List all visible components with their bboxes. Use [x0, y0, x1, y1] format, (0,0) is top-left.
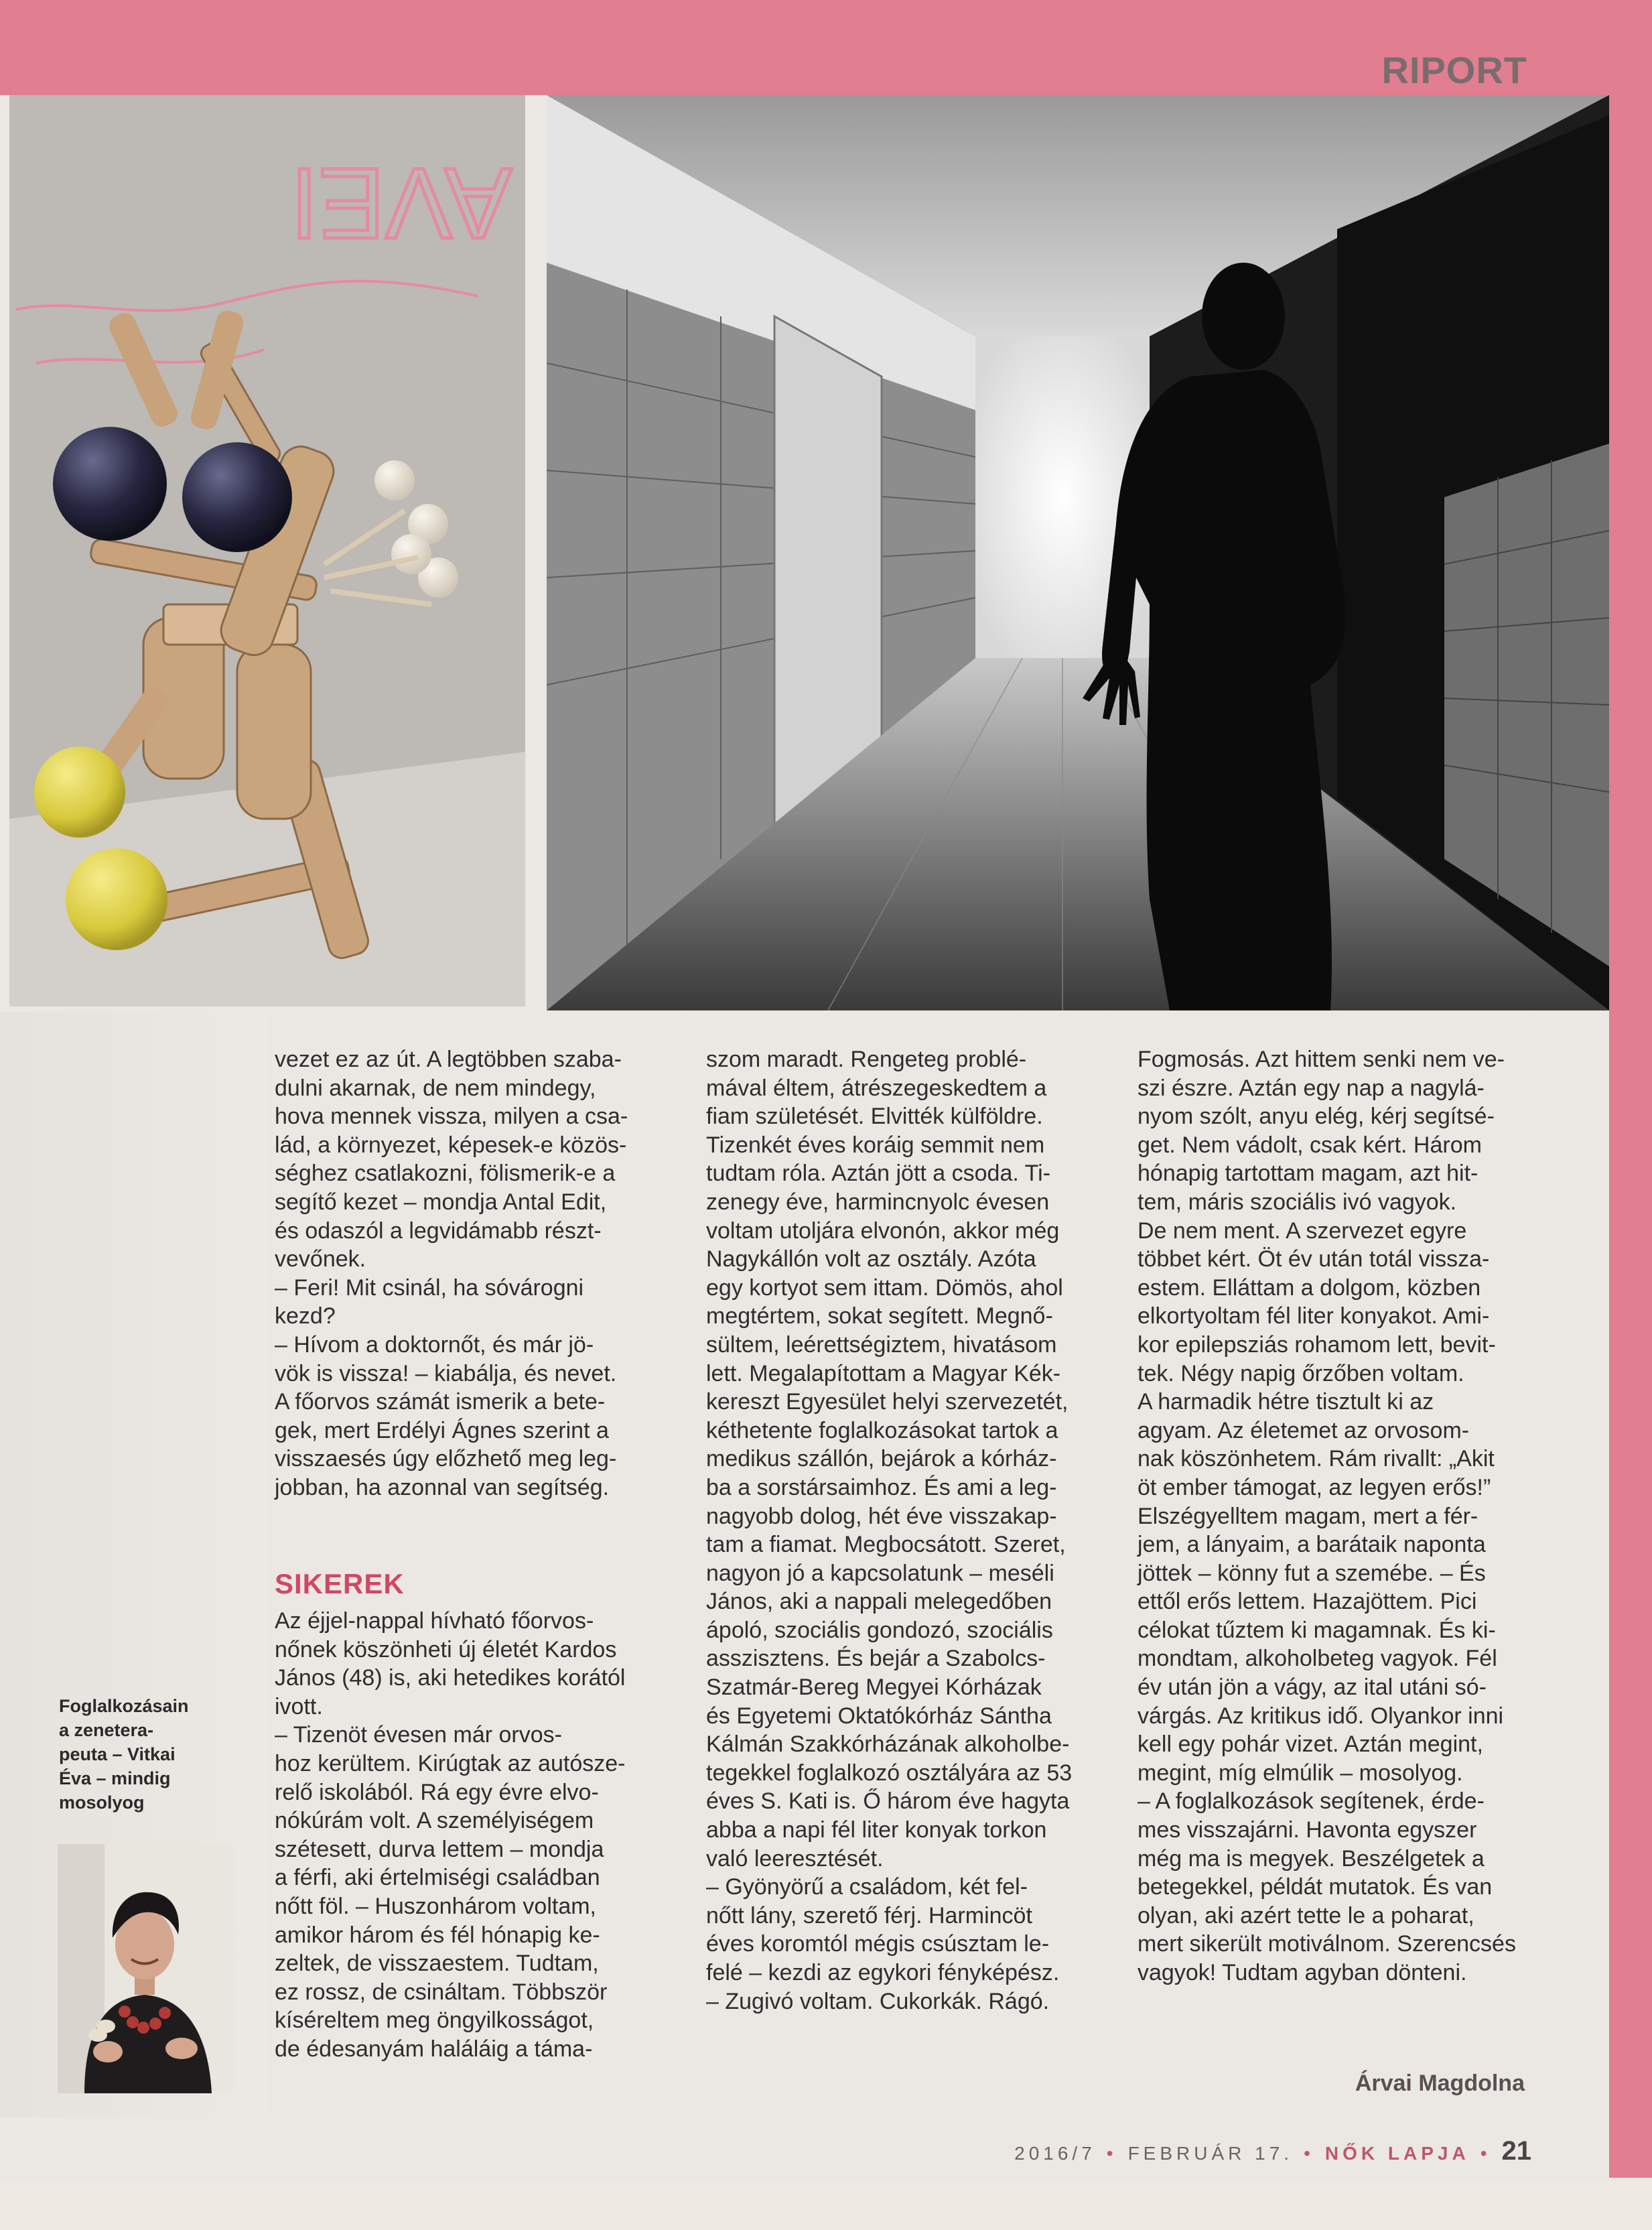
- footer-date: FEBRUÁR 17.: [1127, 2143, 1294, 2164]
- footer-separator: •: [1480, 2143, 1491, 2164]
- instruments-photo: [9, 95, 525, 1006]
- author-byline: Árvai Magdolna: [1355, 2071, 1525, 2096]
- footer-magazine: NŐK LAPJA: [1324, 2143, 1470, 2164]
- footer-issue: 2016/7: [1014, 2143, 1096, 2164]
- photo-caption: Foglalkozásain a zenetera- peuta – Vitkai Éva – mindig mosolyog: [59, 1696, 189, 1813]
- section-subhead: SIKEREK: [275, 1568, 405, 1599]
- article-column-1b: Az éjjel-nappal hívható főorvos- nőnek köszönheti új életét Kardos János (48) is, aki hetedikes korától ivott. – Tizenöt évesen már orvos- hoz kerültem. Kirúgtak az autósze- relő iskolából. Rá egy évre elvo- nókúrám volt. A személyiségem szétesett, durva lettem – mondja a férfi, aki értelmiségi családban nőtt föl. – Huszonhárom voltam, amikor három és fél hónapig ke- zeltek, de visszaestem. Tudtam, ez rossz, de csináltam. Többször kíséreltem meg öngyilkosságot, de édesanyám haláláig a táma-: [275, 1608, 626, 2062]
- right-band: [1609, 0, 1652, 2178]
- section-label: RIPORT: [1381, 49, 1527, 91]
- article-column-2: szom maradt. Rengeteg problé- mával éltem, átrészegeskedtem a fiam születését. Elvitték külföldre. Tizenkét éves koráig semmit nem tudtam róla. Aztán jött a csoda. Ti- zenegy éve, harmincnyolc évesen voltam utoljára elvonón, akkor még Nagykállón volt az osztály. Azóta egy kortyot sem ittam. Dömös, ahol megtértem, sokat segített. Megnő- sültem, leérettségiztem, hivatásom lett. Megalapítottam a Magyar Kék- kereszt Egyesület helyi szervezetét, kéthetente foglalkozásokat tartok a medikus szállón, bejárok a kórház- ba a sorstársaimhoz. És ami a leg- nagyobb dolog, hét éve visszakap- tam a fiamat. Megbocsátott. Szeret, nagyon jó a kapcsolatunk – meséli János, aki a nappali melegedőben ápoló, szociális gondozó, szociális asszisztens. És bejár a Szabolcs- Szatmár-Bereg Megyei Kórházak és Egyetemi Oktatókórház Sántha Kálmán Szakkórházának alkoholbe- tegekkel foglalkozó osztályára az 53 éves S. Kati is. Ő három éve hagyta abba a napi fél liter konyak torkon való leeresztését. – Gyönyörű a családom, két fel- nőtt lány, szerető férj. Harmincöt éves koromtól mégis csúsztam le- felé – kezdi az egykori fényképész. – Zugivó voltam. Cukorkák. Rágó.: [706, 1047, 1073, 2014]
- footer-separator: •: [1106, 2143, 1117, 2164]
- page-footer: [1014, 2136, 1531, 2166]
- pink-writing: AVEI: [290, 147, 512, 260]
- article-column-3: Fogmosás. Azt hittem senki nem ve- szi észre. Aztán egy nap a nagylá- nyom szólt, anyu elég, kérj segítsé- get. Nem vádolt, csak kért. Három hónapig tartottam magam, azt hit- tem, máris szociális ivó vagyok. De nem ment. A szervezet egyre többet kért. Öt év után totál vissza- estem. Elláttam a dolgom, közben elkortyoltam fél liter konyakot. Ami- kor epilepsziás rohamom lett, bevit- tek. Négy napig őrzőben voltam. A harmadik hétre tisztult ki az agyam. Az életemet az orvosom- nak köszönhetem. Rám rivallt: „Akit öt ember támogat, az legyen erős!” Elszégyelltem magam, mert a fér- jem, a lányaim, a barátaik naponta jöttek – könny fut a szemébe. – És ettől erős lettem. Hazajöttem. Pici célokat tűztem ki magamnak. És ki- mondtam, alkoholbeteg vagyok. Fél év után jön a vágy, az ital utáni só- várgás. Az kritikus idő. Olyankor inni kell egy pohár vizet. Aztán megint, megint, míg elmúlik – mosolyog. – A foglalkozások segítenek, érde- mes visszajárni. Havonta egyszer még ma is megyek. Beszélgetek a betegekkel, példát mutatok. És van olyan, aki azért tette le a poharat, mert sikerült motiválnom. Szerencsés vagyok! Tudtam agyban dönteni.: [1138, 1047, 1516, 1985]
- therapist-portrait: [58, 1844, 233, 2093]
- corridor-photo: [547, 95, 1609, 1010]
- article-column-1a: vezet ez az út. A legtöbben szaba- dulni akarnak, de nem mindegy, hova mennek vissza, milyen a csa- lád, a környezet, képesek-e közös- séghez csatlakozni, fölismerik-e a segítő kezet – mondja Antal Edit, és odaszól a legvidámabb részt- vevőnek. – Feri! Mit csinál, ha sóvárogni kezd? – Hívom a doktornőt, és már jö- vök is vissza! – kiabálja, és nevet. A főorvos számát ismerik a bete- gek, mert Erdélyi Ágnes szerint a visszaesés úgy előzhető meg leg- jobban, ha azonnal van segítség.: [275, 1047, 628, 1500]
- bottom-margin: [0, 2182, 1652, 2230]
- footer-separator: •: [1304, 2143, 1314, 2164]
- page-number: 21: [1501, 2136, 1531, 2166]
